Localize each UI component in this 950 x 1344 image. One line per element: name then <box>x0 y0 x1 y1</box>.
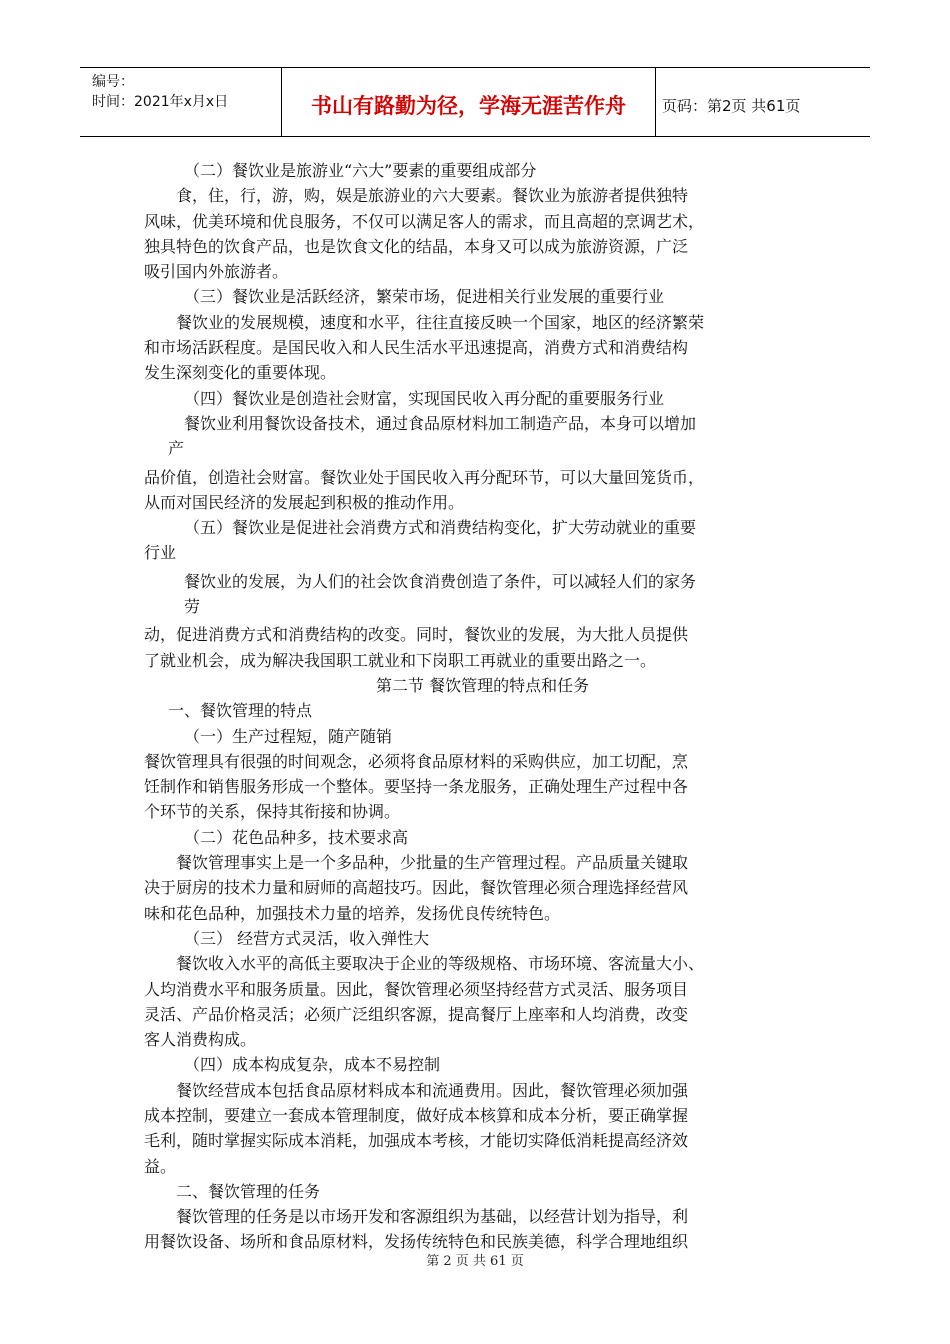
paragraph-line: 和市场活跃程度。是国民收入和人民生活水平迅速提高，消费方式和消费结构 <box>144 338 689 358</box>
paragraph-line: 毛利，随时掌握实际成本消耗，加强成本考核，才能切实降低消耗提高经济效 <box>144 1131 689 1151</box>
paragraph-line: 餐饮业的发展，为人们的社会饮食消费创造了条件，可以减轻人们的家务 <box>184 571 697 591</box>
paragraph-line: 益。 <box>144 1156 177 1176</box>
paragraph-line: 品价值，创造社会财富。餐饮业处于国民收入再分配环节，可以大量回笼货币， <box>144 467 705 487</box>
paragraph-line: 人均消费水平和服务质量。因此，餐饮管理必须坚持经营方式灵活、服务项目 <box>144 979 689 999</box>
paragraph-line: 餐饮业利用餐饮设备技术，通过食品原材料加工制造产品，本身可以增加 <box>184 413 697 433</box>
paragraph-line: 个环节的关系，保持其衔接和协调。 <box>144 802 401 822</box>
subheading: （五）餐饮业是促进社会消费方式和消费结构变化，扩大劳动就业的重要 <box>184 518 697 538</box>
paragraph-line: 食，住，行，游，购，娱是旅游业的六大要素。餐饮业为旅游者提供独特 <box>176 186 689 206</box>
header-motto: 书山有路勤为径，学海无涯苦作舟 <box>282 68 656 136</box>
paragraph-line: 餐饮管理具有很强的时间观念，必须将食品原材料的采购供应，加工切配，烹 <box>144 751 689 771</box>
paragraph-line: 用餐饮设备、场所和食品原材料，发扬传统特色和民族美德，科学合理地组织 <box>144 1232 689 1252</box>
time-label: 时间：2021年x月x日 <box>92 94 229 110</box>
section-title: 第二节 餐饮管理的特点和任务 <box>376 675 590 695</box>
paragraph-line: 餐饮管理的任务是以市场开发和客源组织为基础，以经营计划为指导，利 <box>176 1207 689 1227</box>
paragraph-line: 客人消费构成。 <box>144 1030 257 1050</box>
paragraph-line: 发生深刻变化的重要体现。 <box>144 363 337 383</box>
subheading: 二、餐饮管理的任务 <box>176 1181 321 1201</box>
paragraph-line: 产 <box>168 439 185 459</box>
paragraph-line: 餐饮业的发展规模，速度和水平，往往直接反映一个国家，地区的经济繁荣 <box>176 312 705 332</box>
paragraph-line: 餐饮管理事实上是一个多品种，少批量的生产管理过程。产品质量关键取 <box>176 853 689 873</box>
number-label: 编号： <box>92 74 134 90</box>
subheading: （二）餐饮业是旅游业“六大”要素的重要组成部分 <box>184 161 537 180</box>
subheading-cont: 行业 <box>144 543 177 563</box>
subheading: （四）餐饮业是创造社会财富，实现国民收入再分配的重要服务行业 <box>184 388 665 408</box>
paragraph-line: 动，促进消费方式和消费结构的改变。同时，餐饮业的发展，为大批人员提供 <box>144 625 689 645</box>
paragraph-line: 成本控制，要建立一套成本管理制度，做好成本核算和成本分析，要正确掌握 <box>144 1105 689 1125</box>
paragraph-line: 餐饮经营成本包括食品原材料成本和流通费用。因此，餐饮管理必须加强 <box>176 1080 689 1100</box>
header-page-info: 页码：第2页 共61页 <box>662 96 801 115</box>
paragraph-line: 决于厨房的技术力量和厨师的高超技巧。因此，餐饮管理必须合理选择经营风 <box>144 878 689 898</box>
page-header <box>80 67 870 137</box>
page-footer: 第 2 页 共 61 页 <box>426 1254 524 1269</box>
header-meta <box>80 68 282 136</box>
paragraph-line: 风味，优美环境和优良服务，不仅可以满足客人的需求，而且高超的烹调艺术， <box>144 211 705 231</box>
paragraph-line: 味和花色品种，加强技术力量的培养，发扬优良传统特色。 <box>144 903 561 923</box>
subheading: 一、餐饮管理的特点 <box>168 701 313 721</box>
paragraph-line: 了就业机会，成为解决我国职工就业和下岗职工再就业的重要出路之一。 <box>144 650 657 670</box>
paragraph-line: 吸引国内外旅游者。 <box>144 262 289 282</box>
subheading: （一）生产过程短，随产随销 <box>184 726 393 746</box>
subheading: （三） 经营方式灵活，收入弹性大 <box>184 928 430 948</box>
document-body <box>144 158 814 1255</box>
paragraph-line: 餐饮收入水平的高低主要取决于企业的等级规格、市场环境、客流量大小、 <box>176 954 705 974</box>
subheading: （二）花色品种多，技术要求高 <box>184 827 409 847</box>
subheading: （四）成本构成复杂，成本不易控制 <box>184 1055 441 1075</box>
paragraph-line: 从而对国民经济的发展起到积极的推动作用。 <box>144 492 465 512</box>
paragraph-line: 劳 <box>184 597 201 617</box>
paragraph-line: 饪制作和销售服务形成一个整体。要坚持一条龙服务，正确处理生产过程中各 <box>144 777 689 797</box>
paragraph-line: 独具特色的饮食产品，也是饮食文化的结晶，本身又可以成为旅游资源，广泛 <box>144 236 689 256</box>
subheading: （三）餐饮业是活跃经济，繁荣市场，促进相关行业发展的重要行业 <box>184 287 665 307</box>
paragraph-line: 灵活、产品价格灵活；必须广泛组织客源，提高餐厅上座率和人均消费，改变 <box>144 1004 689 1024</box>
